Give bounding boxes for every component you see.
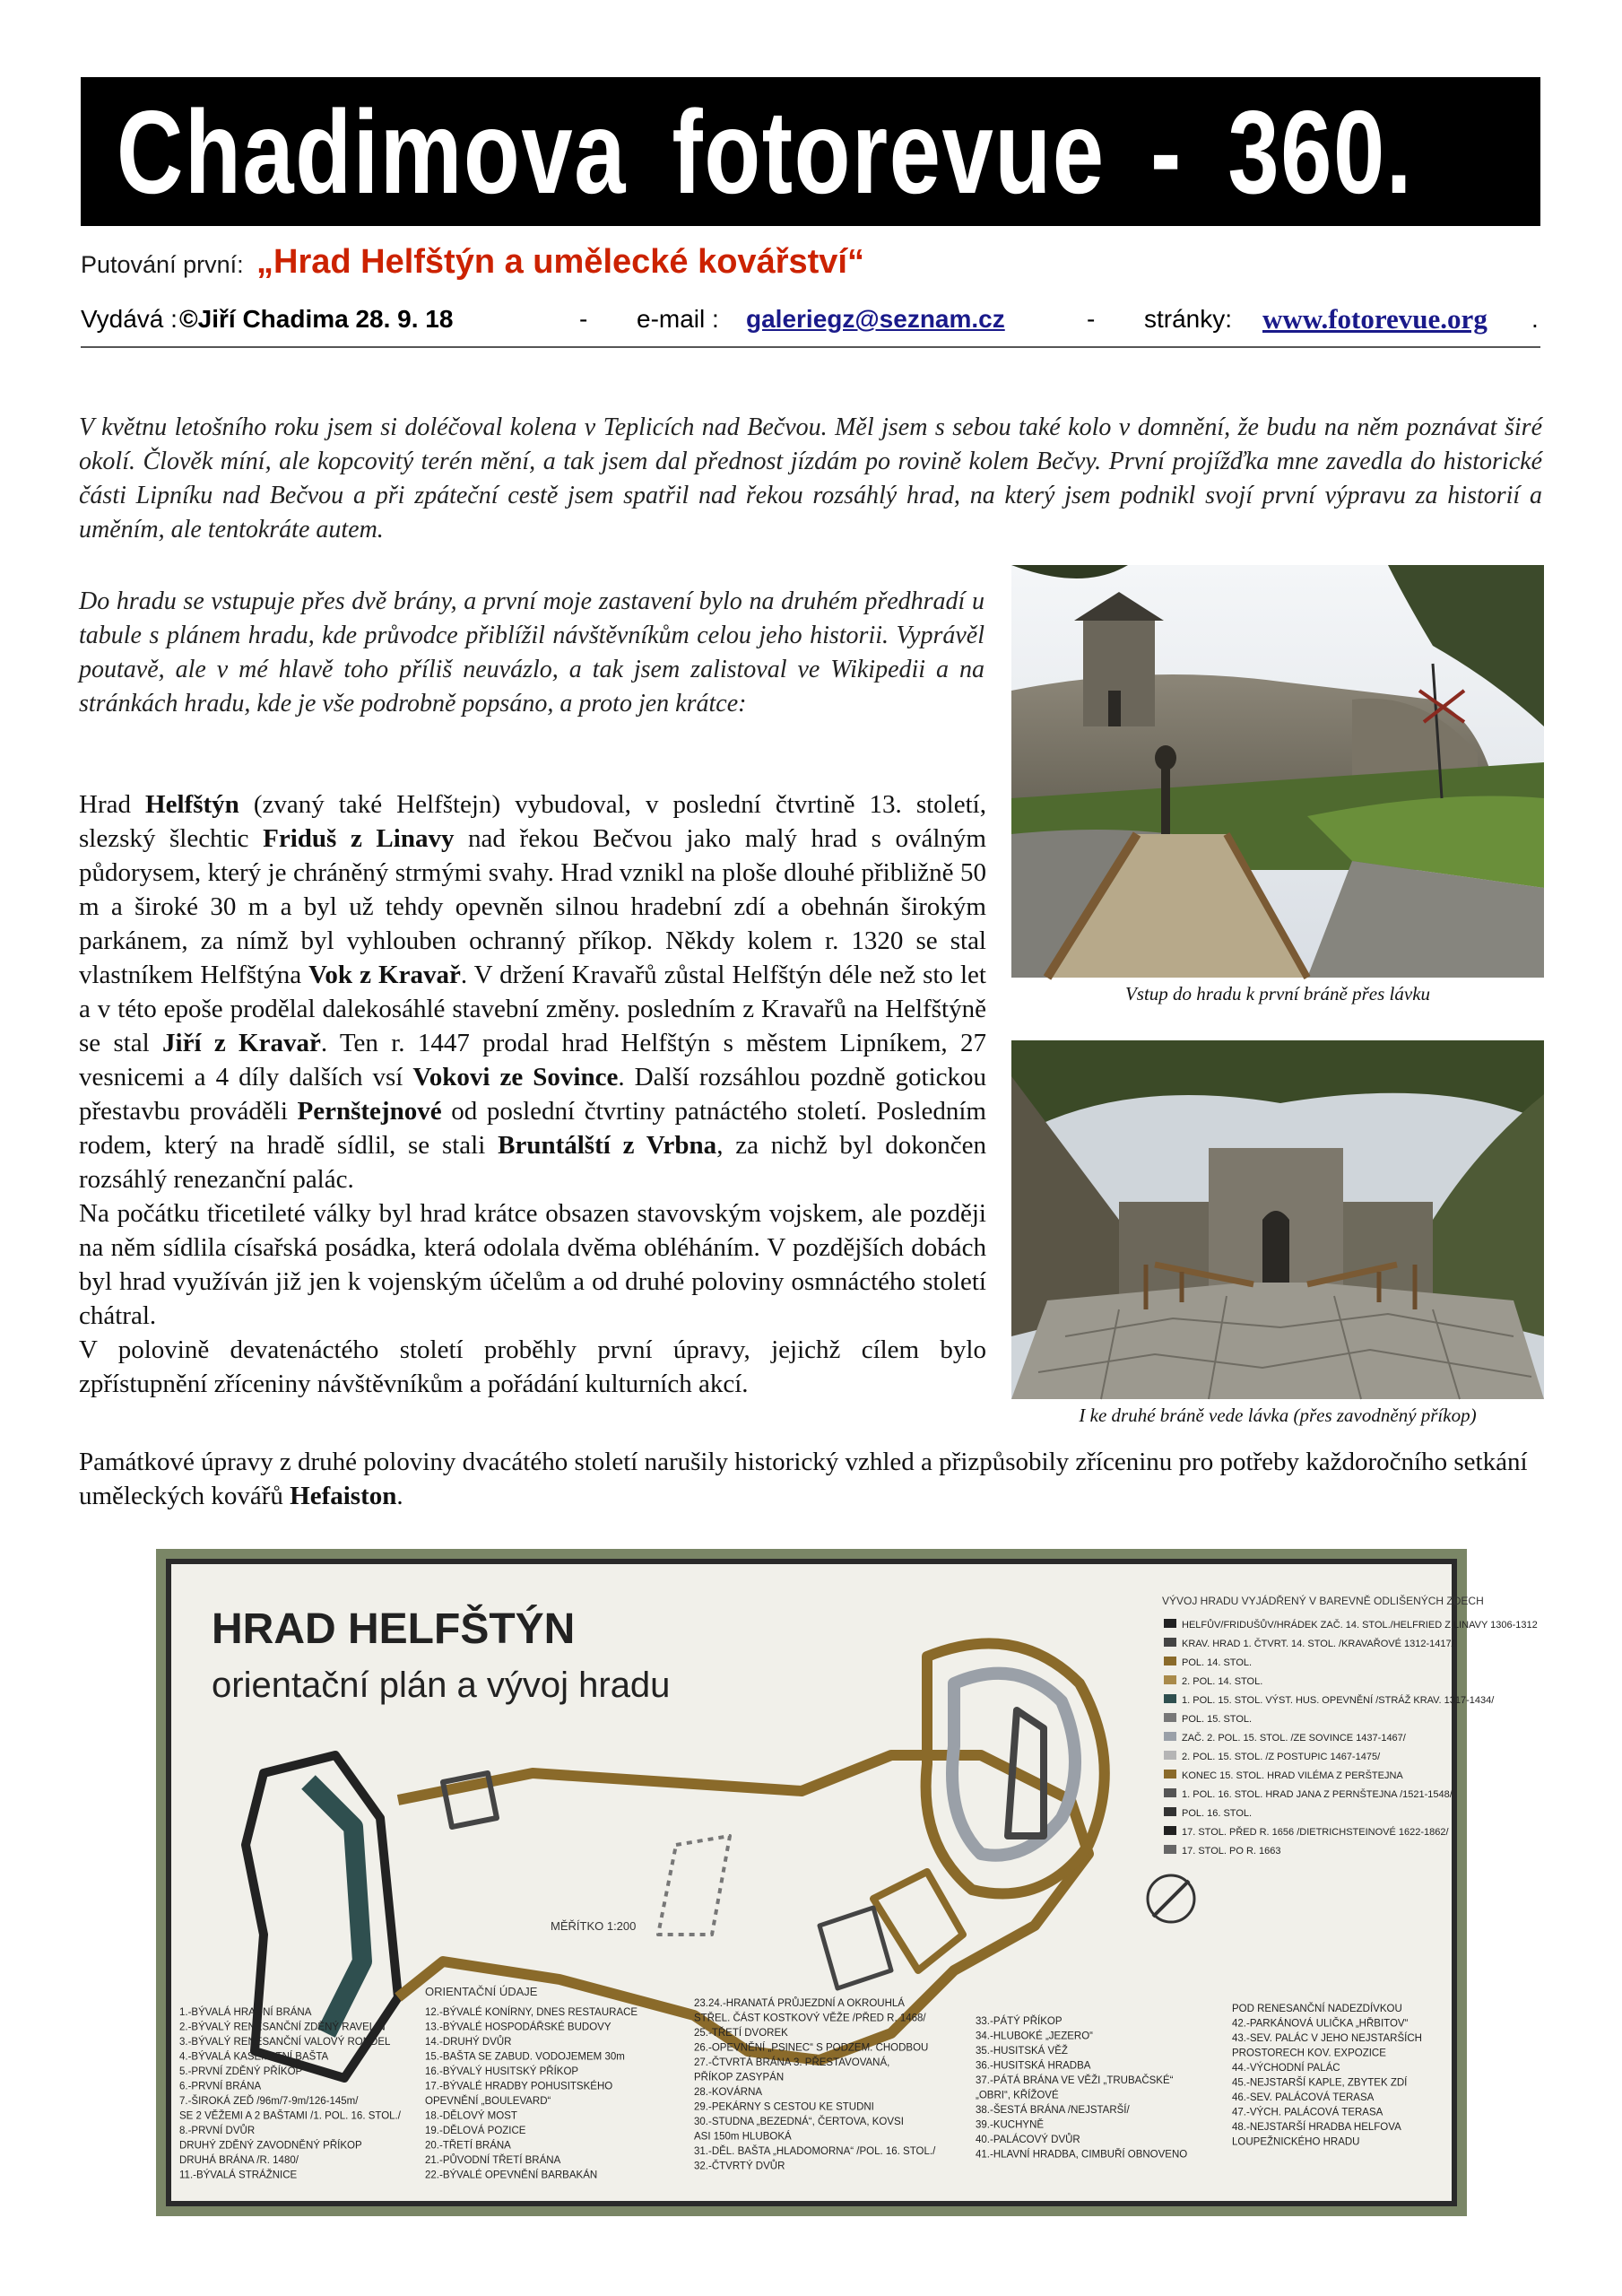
orientation-item: 12.-BÝVALÉ KONÍRNY, DNES RESTAURACE [425,2007,638,2018]
orientation-item: 3.-BÝVALÝ RENESANČNÍ VALOVÝ RONDEL [179,2037,391,2048]
legend-swatch [1164,1807,1176,1816]
legend-item: HELFŮV/FRIDUŠŮV/HRÁDEK ZAČ. 14. STOL./HELFRIED Z LINAVY 1306-1312 [1182,1620,1538,1631]
legend-item: 17. STOL. PO R. 1663 [1182,1846,1281,1857]
legend-item: 2. POL. 14. STOL. [1182,1676,1263,1687]
text-run: od poslední čtvrtiny patnáctého století. Posledním rodem, který na hradě sídlil, se stali [79,1097,986,1160]
bold-term: Jiří z Kravař [162,1029,321,1057]
email-link[interactable]: galeriegz@seznam.cz [746,305,1005,333]
map-title: HRAD HELFŠTÝN [212,1605,576,1653]
bold-term: Vok z Kravař [308,961,461,989]
legend-item: KONEC 15. STOL. HRAD VILÉMA Z PERŠTEJNA [1182,1770,1403,1781]
orientation-item: 37.-PÁTÁ BRÁNA VE VĚŽI „TRUBAČSKÉ“ [976,2075,1174,2086]
orientation-item: 44.-VÝCHODNÍ PALÁC [1232,2063,1340,2074]
orientation-item: DRUHÁ BRÁNA /R. 1480/ [179,2155,299,2166]
email-label: e-mail : [637,305,719,333]
orientation-item: 48.-NEJSTARŠÍ HRADBA HELFOVA [1232,2122,1401,2133]
legend-swatch [1164,1638,1176,1647]
orientation-item: PŘÍKOP ZASYPÁN [694,2072,785,2083]
orientation-item: OPEVNĚNÍ „BOULEVARD“ [425,2096,551,2107]
orientation-item: 36.-HUSITSKÁ HRADBA [976,2060,1091,2072]
orientation-item: 2.-BÝVALÝ RENESANČNÍ ZDĚNÝ RAVELIN [179,2022,386,2033]
legend-swatch [1164,1657,1176,1665]
text-run: Památkové úpravy z druhé poloviny dvacátého století narušily historický vzhled a přizpůsobily zříceninu pro potřeby každoročního setkání uměleckých kovářů [79,1448,1528,1510]
orientation-item: 46.-SEV. PALÁCOVÁ TERASA [1232,2092,1375,2103]
orientation-item: 4.-BÝVALÁ KASEMATNÍ BAŠTA [179,2051,329,2063]
map-scale: MĚŘÍTKO 1:200 [551,1919,637,1933]
orientation-item: 39.-KUCHYNĚ [976,2119,1045,2131]
legend-swatch [1164,1713,1176,1722]
legend-swatch [1164,1732,1176,1741]
legend-swatch [1164,1845,1176,1854]
orientation-item: SE 2 VĚŽEMI A 2 BAŠTAMI /1. POL. 16. STOL./ [179,2110,401,2122]
legend-swatch [1164,1751,1176,1760]
orientation-item: 42.-PARKÁNOVÁ ULIČKA „HŘBITOV“ [1232,2018,1409,2030]
legend-swatch [1164,1675,1176,1684]
orientation-item: 14.-DRUHÝ DVŮR [425,2037,512,2048]
separator: - [579,305,588,333]
text-run: Hrad [79,790,146,819]
orientation-item: 15.-BAŠTA SE ZABUD. VODOJEMEM 30m [425,2051,625,2063]
orientation-item: 32.-ČTVRTÝ DVŮR [694,2161,785,2172]
legend-item: POL. 14. STOL. [1182,1657,1253,1668]
intro-paragraph-2: Do hradu se vstupuje přes dvě brány, a první moje zastavení bylo na druhém předhradí u tabule s plánem hradu, kde průvodce přiblížil návštěvníkům celou jeho historii. Vyprávěl poutavě, ale v mé hlavě toho příliš neuvázlo, a tak jsem zalistoval ve Wikipedii a na stránkách hradu, kde je vše podrobně popsáno, a proto jen krátce: [79,587,984,718]
publisher-line [81,305,1540,348]
legend-item: POL. 15. STOL. [1182,1714,1253,1725]
text-run: nad řekou Bečvou jako malý hrad s oválným půdorysem, který je chráněný strmými svahy. Hrad vznikl na ploše dlouhé přibližně 50 m a široké 30 m a byl už tehdy opevněn silnou hradební zdí a obehnán širokým parkánem, za nímž byl vyhlouben ochranný příkop. Někdy kolem r. 1320 se stal vlastníkem Helfštýna [79,824,986,989]
separator-dot: . [1531,305,1539,333]
page-title: Chadimova fotorevue - 360. [117,86,1413,218]
history-paragraph-wide [79,1445,1542,1513]
legend-item: KRAV. HRAD 1. ČTVRT. 14. STOL. /KRAVAŘOVÉ 1312-1417/ [1182,1639,1454,1649]
orientation-item: 20.-TŘETÍ BRÁNA [425,2140,511,2152]
bold-term: Helfštýn [145,790,239,819]
bold-term: Bruntálští z Vrbna [498,1131,717,1160]
orientation-item: 28.-KOVÁRNA [694,2087,763,2098]
separator: - [1087,305,1096,333]
second-gate-photo [1011,1040,1544,1399]
orientation-item: 6.-PRVNÍ BRÁNA [179,2081,262,2092]
journey-line [81,243,864,281]
orientation-item: 1.-BÝVALÁ HRADNÍ BRÁNA [179,2007,312,2018]
text-run: , za nichž byl dokončen rozsáhlý renezanční palác. [79,1131,987,1194]
orientation-item: 23.24.-HRANATÁ PRŮJEZDNÍ A OKROUHLÁ [694,1998,905,2009]
orientation-item: 21.-PŮVODNÍ TŘETÍ BRÁNA [425,2155,561,2166]
orientation-item: PROSTORECH KOV. EXPOZICE [1232,2048,1386,2059]
orientation-item: POD RENESANČNÍ NADEZDÍVKOU [1232,2004,1402,2014]
orientation-item: 8.-PRVNÍ DVŮR [179,2126,256,2136]
orientation-item: 18.-DĚLOVÝ MOST [425,2110,517,2122]
legend-swatch [1164,1826,1176,1835]
legend-header: VÝVOJ HRADU VYJÁDŘENÝ V BAREVNĚ ODLIŠENÝCH ZDECH [1162,1595,1484,1607]
journey-label: Putování první: [81,251,244,278]
orientation-item: 47.-VÝCH. PALÁCOVÁ TERASA [1232,2107,1383,2118]
orientation-item: 35.-HUSITSKÁ VĚŽ [976,2046,1068,2057]
bold-term: Friduš z Linavy [263,824,455,853]
orientation-item: 31.-DĚL. BAŠTA „HLADOMORNA“ /POL. 16. STOL./ [694,2146,936,2157]
text-run: . [396,1482,403,1510]
bold-term: Vokovi ze Sovince [412,1063,619,1091]
legend-swatch [1164,1694,1176,1703]
orientation-item: 17.-BÝVALÉ HRADBY POHUSITSKÉHO [425,2081,613,2092]
orientation-item: 43.-SEV. PALÁC V JEHO NEJSTARŠÍCH [1232,2033,1422,2044]
orientation-item: 33.-PÁTÝ PŘÍKOP [976,2016,1063,2027]
orientation-item: 11.-BÝVALÁ STRÁŽNICE [179,2170,298,2181]
bold-term: Hefaiston [290,1482,397,1510]
orientation-item: 34.-HLUBOKÉ „JEZERO“ [976,2031,1093,2042]
legend-item: 17. STOL. PŘED R. 1656 /DIETRICHSTEINOVÉ 1622-1862/ [1182,1827,1449,1838]
orientation-item: 16.-BÝVALÝ HUSITSKÝ PŘÍKOP [425,2066,579,2077]
legend-item: 2. POL. 15. STOL. /Z POSTUPIC 1467-1475/ [1182,1752,1381,1762]
text-run: . Další rozsáhlou pozdně gotickou přestavbu prováděli [79,1063,986,1126]
publisher: ©Jiří Chadima 28. 9. 18 [179,305,454,333]
orientation-item: 27.-ČTVRTÁ BRÁNA 3. PŘESTAVOVANÁ, [694,2057,890,2068]
text-run: . V držení Kravařů zůstal Helfštýn déle než sto let a v této epoše prodělal dalekosáhlé stavební změny. posledním z Kravařů na Helfštýně se stal [79,961,986,1057]
orientation-item: 13.-BÝVALÉ HOSPODÁŘSKÉ BUDOVY [425,2022,612,2033]
legend-item: 1. POL. 15. STOL. VÝST. HUS. OPEVNĚNÍ /STRÁŽ KRAV. 1317-1434/ [1182,1695,1495,1706]
intro-paragraph: V květnu letošního roku jsem si doléčoval kolena v Teplicích nad Bečvou. Měl jsem s sebou také kolo v domnění, že budu na něm poznávat širé okolí. Člověk míní, ale kopcovitý terén mění, a tak jsem dal přednost jízdám po rovině kolem Bečvy. První projížďka mne zavedla do historické části Lipníku nad Bečvou a při zpáteční cestě jsem spatřil nad řekou rozsáhlý hrad, na který jsem podnikl svojí první výpravu za historií a uměním, ale tentokráte autem. [79,413,1542,544]
web-link[interactable]: www.fotorevue.org [1262,303,1488,335]
photo-caption: Vstup do hradu k první bráně přes lávku [1124,983,1431,1004]
web-label: stránky: [1144,305,1233,333]
orientation-item: DRUHÝ ZDĚNÝ ZAVODNĚNÝ PŘÍKOP [179,2140,362,2152]
orientation-item: 41.-HLAVNÍ HRADBA, CIMBUŘÍ OBNOVENO [976,2149,1188,2161]
castle-plan-board [156,1549,1538,2216]
history-text [79,787,986,1401]
legend-item: 1. POL. 16. STOL. HRAD JANA Z PERNŠTEJNA /1521-1548/ [1182,1789,1453,1800]
history-paragraph: V polovině devatenáctého století proběhly první úpravy, jejichž cílem bylo zpřístupnění zříceniny návštěvníkům a pořádání kulturních akcí. [79,1335,986,1398]
legend-swatch [1164,1788,1176,1797]
orientation-item: 38.-ŠESTÁ BRÁNA /NEJSTARŠÍ/ [976,2105,1130,2116]
legend-item: POL. 16. STOL. [1182,1808,1253,1819]
orientation-item: 26.-OPEVNĚNÍ „PSINEC“ S PODZEM. CHODBOU [694,2042,929,2054]
history-paragraph: Na počátku třicetileté války byl hrad krátce obsazen stavovským vojskem, ale později na něm sídlila císařská posádka, která odolala dvěma obléháním. V pozdějších dobách byl hrad využíván již jen k vojenským účelům a od druhé poloviny osmnáctého století chátral. [79,1199,986,1330]
orientation-item: 40.-PALÁCOVÝ DVŮR [976,2135,1080,2145]
orientation-item: 45.-NEJSTARŠÍ KAPLE, ZBYTEK ZDÍ [1232,2077,1408,2089]
text-run: . Ten r. 1447 prodal hrad Helfštýn s městem Lipníkem, 27 vesnicemi a 4 díly dalších vsí [79,1029,986,1091]
orientation-item: 5.-PRVNÍ ZDĚNÝ PŘÍKOP [179,2066,303,2077]
photo-caption: I ke druhé bráně vede lávka (přes zavodněný příkop) [1079,1405,1477,1426]
orientation-item: 7.-ŠIROKÁ ZEĎ /96m/7-9m/126-145m/ [179,2096,359,2107]
legend-swatch [1164,1770,1176,1779]
orientation-item: „OBRI“, KŘÍŽOVÉ [976,2090,1059,2101]
castle-entrance-photo [1011,565,1544,978]
map-subtitle: orientační plán a vývoj hradu [212,1665,671,1705]
legend-item: ZAČ. 2. POL. 15. STOL. /ZE SOVINCE 1437-1467/ [1182,1733,1406,1744]
orientation-item: LOUPEŽNICKÉHO HRADU [1232,2136,1360,2148]
orientation-item: 25.-TŘETÍ DVOREK [694,2028,788,2039]
orientation-item: 22.-BÝVALÉ OPEVNĚNÍ BARBAKÁN [425,2170,598,2181]
title-banner [81,77,1540,226]
text-run: (zvaný také Helfštejn) vybudoval, v poslední čtvrtině 13. století, slezský šlechtic [79,790,986,853]
orientation-item: 30.-STUDNA „BEZEDNÁ“, ČERTOVA, KOVSI [694,2117,904,2127]
legend-swatch [1164,1619,1176,1628]
orientation-item: 19.-DĚLOVÁ POZICE [425,2126,526,2136]
bold-term: Pernštejnové [297,1097,442,1126]
orientation-item: ASI 150m HLUBOKÁ [694,2131,792,2143]
orientation-heading: ORIENTAČNÍ ÚDAJE [425,1985,538,1998]
orientation-item: STŘEL. ČÁST KOSTKOVÝ VĚŽE /PŘED R. 1468/ [694,2013,926,2024]
publisher-label: Vydává : [81,305,178,333]
orientation-item: 29.-PEKÁRNY S CESTOU KE STUDNI [694,2101,874,2113]
journey-title: „Hrad Helfštýn a umělecké kovářství“ [256,243,864,281]
